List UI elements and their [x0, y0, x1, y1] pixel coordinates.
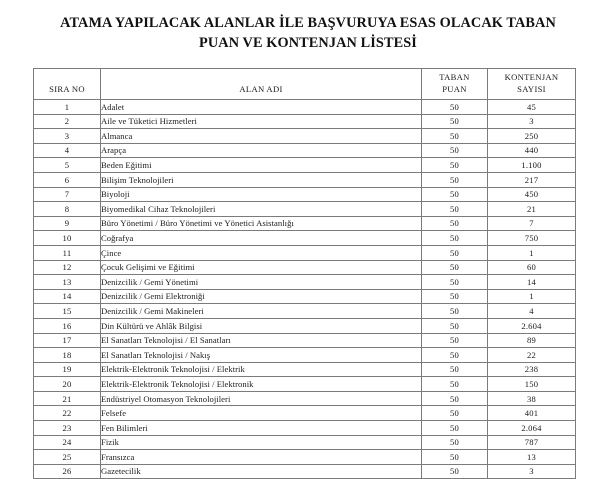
- cell-taban-puan: 50: [422, 260, 488, 275]
- column-header-kontenjan-sayisi: [488, 69, 576, 100]
- cell-alan-adi: Denizcilik / Gemi Makineleri: [101, 304, 422, 319]
- cell-sira-no: 4: [34, 143, 101, 158]
- cell-sira-no: 24: [34, 435, 101, 450]
- table-row: [34, 421, 576, 436]
- cell-kontenjan: 3: [488, 464, 576, 479]
- table-row: [34, 158, 576, 173]
- cell-kontenjan: 3: [488, 114, 576, 129]
- table-body: [34, 100, 576, 479]
- cell-kontenjan: 787: [488, 435, 576, 450]
- cell-alan-adi: El Sanatları Teknolojisi / El Sanatları: [101, 333, 422, 348]
- table-row: [34, 450, 576, 465]
- table-row: [34, 172, 576, 187]
- cell-sira-no: 10: [34, 231, 101, 246]
- cell-alan-adi: Almanca: [101, 129, 422, 144]
- cell-taban-puan: 50: [422, 377, 488, 392]
- cell-alan-adi: Adalet: [101, 100, 422, 115]
- cell-sira-no: 17: [34, 333, 101, 348]
- table-row: [34, 216, 576, 231]
- table-row: [34, 100, 576, 115]
- column-header-alan-adi-label: ALAN ADI: [239, 84, 283, 95]
- cell-kontenjan: 1.100: [488, 158, 576, 173]
- cell-kontenjan: 238: [488, 362, 576, 377]
- table-row: [34, 202, 576, 217]
- cell-kontenjan: 2.064: [488, 421, 576, 436]
- cell-taban-puan: 50: [422, 114, 488, 129]
- cell-alan-adi: Biyomedikal Cihaz Teknolojileri: [101, 202, 422, 217]
- table-row: [34, 304, 576, 319]
- cell-sira-no: 19: [34, 362, 101, 377]
- page-title-line-1: ATAMA YAPILACAK ALANLAR İLE BAŞVURUYA ESAS OLACAK TABAN: [60, 15, 556, 31]
- cell-alan-adi: Büro Yönetimi / Büro Yönetimi ve Yönetici Asistanlığı: [101, 216, 422, 231]
- table-row: [34, 143, 576, 158]
- cell-alan-adi: Arapça: [101, 143, 422, 158]
- cell-sira-no: 21: [34, 391, 101, 406]
- cell-kontenjan: 22: [488, 348, 576, 363]
- cell-taban-puan: 50: [422, 450, 488, 465]
- table-row: [34, 260, 576, 275]
- cell-sira-no: 1: [34, 100, 101, 115]
- cell-sira-no: 26: [34, 464, 101, 479]
- cell-taban-puan: 50: [422, 245, 488, 260]
- cell-alan-adi: Elektrik-Elektronik Teknolojisi / Elektronik: [101, 377, 422, 392]
- column-header-taban-puan: [422, 69, 488, 100]
- cell-kontenjan: 150: [488, 377, 576, 392]
- page-title: [0, 0, 616, 54]
- column-header-taban-puan-line-1: TABAN: [439, 72, 470, 83]
- cell-kontenjan: 250: [488, 129, 576, 144]
- cell-taban-puan: 50: [422, 464, 488, 479]
- table-row: [34, 129, 576, 144]
- cell-taban-puan: 50: [422, 348, 488, 363]
- cell-alan-adi: Endüstriyel Otomasyon Teknolojileri: [101, 391, 422, 406]
- cell-kontenjan: 2.604: [488, 318, 576, 333]
- cell-sira-no: 5: [34, 158, 101, 173]
- listing-table-container: [33, 68, 575, 479]
- cell-sira-no: 11: [34, 245, 101, 260]
- cell-kontenjan: 1: [488, 245, 576, 260]
- cell-kontenjan: 217: [488, 172, 576, 187]
- cell-alan-adi: Aile ve Tüketici Hizmetleri: [101, 114, 422, 129]
- cell-alan-adi: Din Kültürü ve Ahlâk Bilgisi: [101, 318, 422, 333]
- cell-sira-no: 22: [34, 406, 101, 421]
- cell-sira-no: 16: [34, 318, 101, 333]
- cell-taban-puan: 50: [422, 231, 488, 246]
- column-header-sira-no-label: SIRA NO: [49, 84, 85, 95]
- cell-alan-adi: Fen Bilimleri: [101, 421, 422, 436]
- cell-taban-puan: 50: [422, 216, 488, 231]
- cell-kontenjan: 7: [488, 216, 576, 231]
- cell-taban-puan: 50: [422, 333, 488, 348]
- cell-taban-puan: 50: [422, 391, 488, 406]
- table-row: [34, 318, 576, 333]
- cell-kontenjan: 4: [488, 304, 576, 319]
- cell-sira-no: 7: [34, 187, 101, 202]
- cell-sira-no: 6: [34, 172, 101, 187]
- cell-taban-puan: 50: [422, 406, 488, 421]
- column-header-taban-puan-line-2: PUAN: [442, 84, 467, 94]
- page-title-line-2: PUAN VE KONTENJAN LİSTESİ: [199, 35, 417, 52]
- cell-sira-no: 2: [34, 114, 101, 129]
- cell-sira-no: 23: [34, 421, 101, 436]
- cell-sira-no: 3: [34, 129, 101, 144]
- listing-table: [33, 68, 576, 479]
- cell-kontenjan: 38: [488, 391, 576, 406]
- cell-sira-no: 25: [34, 450, 101, 465]
- cell-sira-no: 8: [34, 202, 101, 217]
- table-row: [34, 362, 576, 377]
- table-row: [34, 333, 576, 348]
- cell-kontenjan: 89: [488, 333, 576, 348]
- table-row: [34, 348, 576, 363]
- cell-taban-puan: 50: [422, 129, 488, 144]
- cell-kontenjan: 450: [488, 187, 576, 202]
- cell-alan-adi: Çocuk Gelişimi ve Eğitimi: [101, 260, 422, 275]
- cell-alan-adi: Elektrik-Elektronik Teknolojisi / Elektrik: [101, 362, 422, 377]
- cell-alan-adi: Fizik: [101, 435, 422, 450]
- cell-alan-adi: Bilişim Teknolojileri: [101, 172, 422, 187]
- column-header-kontenjan-line-2: SAYISI: [517, 84, 546, 94]
- cell-alan-adi: Beden Eğitimi: [101, 158, 422, 173]
- cell-taban-puan: 50: [422, 421, 488, 436]
- cell-alan-adi: Denizcilik / Gemi Elektroniği: [101, 289, 422, 304]
- cell-kontenjan: 21: [488, 202, 576, 217]
- cell-taban-puan: 50: [422, 275, 488, 290]
- table-row: [34, 275, 576, 290]
- cell-sira-no: 13: [34, 275, 101, 290]
- cell-taban-puan: 50: [422, 435, 488, 450]
- table-header-row: [34, 69, 576, 100]
- cell-alan-adi: Denizcilik / Gemi Yönetimi: [101, 275, 422, 290]
- cell-alan-adi: Coğrafya: [101, 231, 422, 246]
- table-header: [34, 69, 576, 100]
- cell-taban-puan: 50: [422, 362, 488, 377]
- cell-sira-no: 18: [34, 348, 101, 363]
- table-row: [34, 289, 576, 304]
- cell-taban-puan: 50: [422, 158, 488, 173]
- cell-taban-puan: 50: [422, 304, 488, 319]
- cell-kontenjan: 750: [488, 231, 576, 246]
- cell-sira-no: 9: [34, 216, 101, 231]
- cell-taban-puan: 50: [422, 100, 488, 115]
- column-header-sira-no: [34, 69, 101, 100]
- cell-taban-puan: 50: [422, 289, 488, 304]
- table-row: [34, 464, 576, 479]
- cell-taban-puan: 50: [422, 172, 488, 187]
- cell-taban-puan: 50: [422, 143, 488, 158]
- table-row: [34, 114, 576, 129]
- cell-alan-adi: El Sanatları Teknolojisi / Nakış: [101, 348, 422, 363]
- cell-kontenjan: 60: [488, 260, 576, 275]
- table-row: [34, 187, 576, 202]
- cell-sira-no: 20: [34, 377, 101, 392]
- cell-kontenjan: 401: [488, 406, 576, 421]
- table-row: [34, 435, 576, 450]
- table-row: [34, 231, 576, 246]
- cell-sira-no: 15: [34, 304, 101, 319]
- cell-alan-adi: Biyoloji: [101, 187, 422, 202]
- cell-alan-adi: Felsefe: [101, 406, 422, 421]
- cell-kontenjan: 440: [488, 143, 576, 158]
- cell-taban-puan: 50: [422, 318, 488, 333]
- cell-sira-no: 12: [34, 260, 101, 275]
- table-row: [34, 406, 576, 421]
- cell-alan-adi: Gazetecilik: [101, 464, 422, 479]
- table-row: [34, 377, 576, 392]
- cell-alan-adi: Çince: [101, 245, 422, 260]
- cell-taban-puan: 50: [422, 187, 488, 202]
- cell-alan-adi: Fransızca: [101, 450, 422, 465]
- cell-sira-no: 14: [34, 289, 101, 304]
- cell-kontenjan: 45: [488, 100, 576, 115]
- cell-kontenjan: 1: [488, 289, 576, 304]
- table-row: [34, 245, 576, 260]
- cell-kontenjan: 14: [488, 275, 576, 290]
- table-row: [34, 391, 576, 406]
- cell-taban-puan: 50: [422, 202, 488, 217]
- column-header-alan-adi: [101, 69, 422, 100]
- column-header-kontenjan-line-1: KONTENJAN: [504, 72, 559, 83]
- cell-kontenjan: 13: [488, 450, 576, 465]
